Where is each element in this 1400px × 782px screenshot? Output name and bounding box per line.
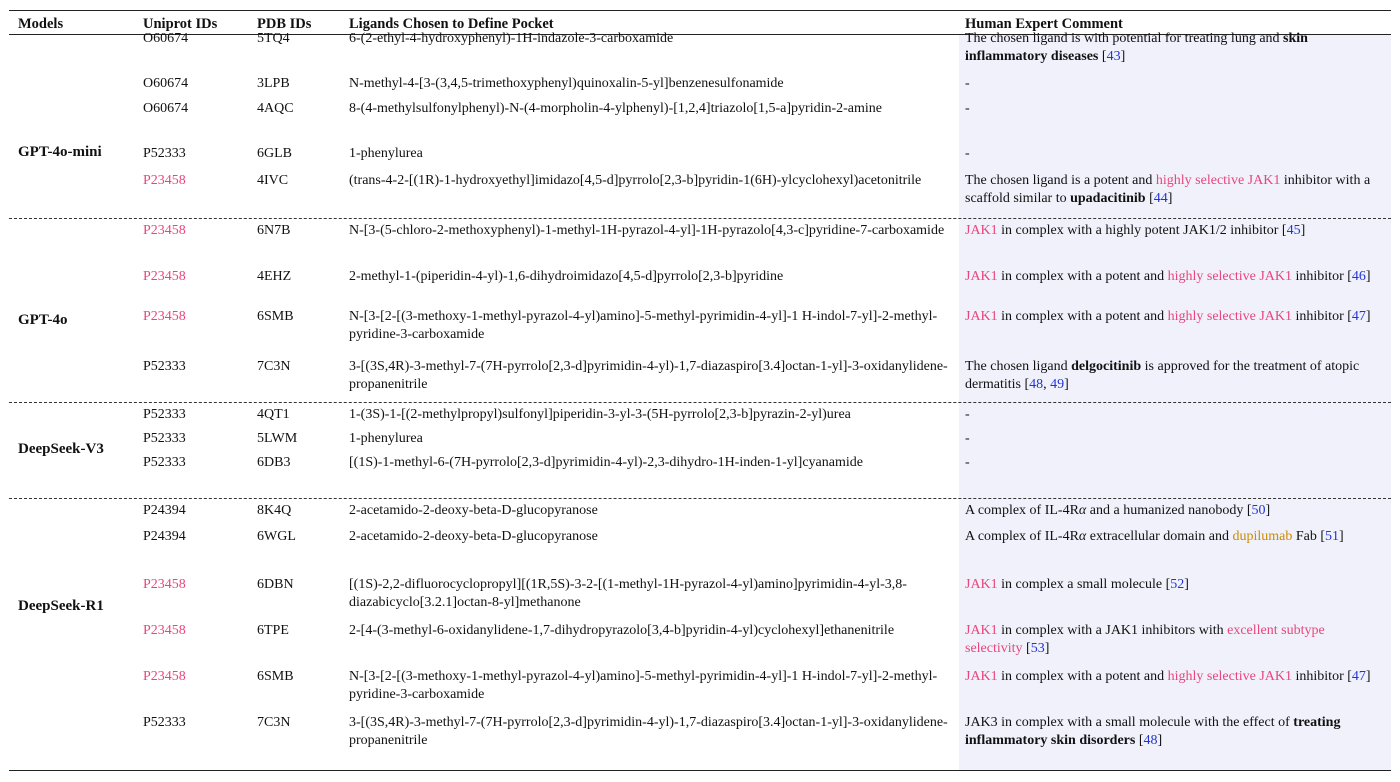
comment-highlight: JAK1	[965, 623, 998, 638]
comment-text: ]	[1184, 577, 1189, 592]
pdb-id: 6SMB	[257, 309, 294, 324]
pdb-id: 6DB3	[257, 455, 291, 470]
comment-text: extracellular domain and	[1086, 529, 1233, 544]
expert-comment	[965, 358, 1385, 394]
ligand-name: 6-(2-ethyl-4-hydroxyphenyl)-1H-indazole-3-carboxamide	[349, 31, 674, 46]
expert-comment	[965, 622, 1385, 658]
model-label: GPT-4o-mini	[18, 144, 102, 160]
expert-comment	[965, 454, 1385, 472]
uniprot-id: P24394	[143, 529, 186, 544]
uniprot-id: P52333	[143, 407, 186, 422]
citation-link[interactable]: 48	[1143, 733, 1158, 748]
header-ligands: Ligands Chosen to Define Pocket	[349, 16, 554, 32]
uniprot-id: P23458	[143, 309, 186, 324]
citation-link[interactable]: 43	[1106, 49, 1121, 64]
expert-comment	[965, 502, 1385, 520]
comment-text: in complex with a potent and	[997, 269, 1168, 284]
comment-text: ,	[1043, 377, 1051, 392]
citation-link[interactable]: 45	[1286, 223, 1301, 238]
comment-text: in complex with a potent and	[997, 309, 1168, 324]
group-separator	[9, 402, 1391, 403]
comment-text: The chosen ligand is a potent and	[965, 173, 1156, 188]
table-top-rule	[9, 10, 1391, 11]
comment-highlight: JAK1	[965, 309, 998, 324]
group-separator	[9, 218, 1391, 219]
expert-comment	[965, 668, 1385, 686]
ligand-name: N-methyl-4-[3-(3,4,5-trimethoxyphenyl)quinoxalin-5-yl]benzenesulfonamide	[349, 76, 784, 91]
comment-text: inhibitor [	[1292, 269, 1352, 284]
header-comment: Human Expert Comment	[965, 16, 1123, 32]
comment-text: and a humanized nanobody [	[1086, 503, 1252, 518]
comment-text: The chosen ligand is with potential for treating lung and	[965, 31, 1284, 46]
uniprot-id: P23458	[143, 577, 186, 592]
comment-emphasis: upadacitinib	[1070, 191, 1146, 206]
expert-comment	[965, 714, 1385, 750]
uniprot-id: P23458	[143, 173, 186, 188]
pdb-id: 6TPE	[257, 623, 289, 638]
pdb-id: 5TQ4	[257, 31, 290, 46]
uniprot-id: O60674	[143, 31, 189, 46]
comment-highlight: highly selective JAK1	[1167, 669, 1293, 684]
comment-text: inhibitor [	[1292, 309, 1352, 324]
uniprot-id: P23458	[143, 669, 186, 684]
comment-text: Fab [	[1292, 529, 1326, 544]
comment-highlight: JAK1	[965, 669, 998, 684]
pdb-id: 3LPB	[257, 76, 290, 91]
expert-comment	[965, 308, 1385, 326]
comment-text: -	[965, 146, 970, 161]
ligand-name: [(1S)-1-methyl-6-(7H-pyrrolo[2,3-d]pyrimidin-4-yl)-2,3-dihydro-1H-inden-1-yl]cyanamide	[349, 455, 863, 470]
expert-comment	[965, 172, 1385, 208]
comment-greek: α	[1078, 503, 1087, 518]
expert-comment	[965, 576, 1385, 594]
ligand-name: 2-acetamido-2-deoxy-beta-D-glucopyranose	[349, 503, 598, 518]
model-label: GPT-4o	[18, 312, 68, 328]
comment-text: JAK3 in complex with a small molecule with the effect of	[965, 715, 1294, 730]
citation-link[interactable]: 47	[1351, 309, 1366, 324]
expert-comment	[965, 145, 1385, 163]
uniprot-id: P24394	[143, 503, 186, 518]
comment-text: ]	[1300, 223, 1306, 238]
comment-text: [	[1098, 49, 1107, 64]
ligand-name: 3-[(3S,4R)-3-methyl-7-(7H-pyrrolo[2,3-d]pyrimidin-4-yl)-1,7-diazaspiro[3.4]octan-1-yl]-3-oxidanylidene-propanenitrile	[349, 359, 948, 392]
pdb-id: 4IVC	[257, 173, 289, 188]
comment-drug-name: dupilumab	[1232, 529, 1293, 544]
pdb-id: 4QT1	[257, 407, 290, 422]
citation-link[interactable]: 49	[1050, 377, 1065, 392]
uniprot-id: P52333	[143, 455, 186, 470]
pdb-id: 7C3N	[257, 359, 291, 374]
pdb-id: 6WGL	[257, 529, 296, 544]
comment-text: -	[965, 431, 970, 446]
comment-text: [	[1145, 191, 1154, 206]
pdb-id: 8K4Q	[257, 503, 292, 518]
comment-text: ]	[1044, 641, 1050, 656]
ligand-name: N-[3-(5-chloro-2-methoxyphenyl)-1-methyl-1H-pyrazol-4-yl]-1H-pyrazolo[4,3-c]pyridine-7-carboxamide	[349, 223, 945, 238]
pdb-id: 6SMB	[257, 669, 294, 684]
comment-greek: α	[1078, 529, 1087, 544]
comment-text: ]	[1339, 529, 1344, 544]
ligand-name: N-[3-[2-[(3-methoxy-1-methyl-pyrazol-4-yl)amino]-5-methyl-pyrimidin-4-yl]-1 H-indol-7-yl]-2-methyl-pyridine-3-carboxamide	[349, 669, 938, 702]
comment-text: ]	[1064, 377, 1069, 392]
comment-highlight: JAK1	[965, 269, 998, 284]
header-models: Models	[18, 16, 64, 32]
comment-highlight: highly selective JAK1	[1155, 173, 1281, 188]
comment-text: ]	[1120, 49, 1126, 64]
comment-emphasis: delgocitinib	[1071, 359, 1142, 374]
pdb-id: 7C3N	[257, 715, 291, 730]
citation-link[interactable]: 48	[1029, 377, 1044, 392]
uniprot-id: P52333	[143, 146, 186, 161]
comment-text: A complex of IL-4R	[965, 503, 1079, 518]
expert-comment	[965, 430, 1385, 448]
comment-text: in complex with a potent and	[997, 669, 1168, 684]
expert-comment	[965, 268, 1385, 286]
comment-emphasis: treating inflammatory skin disorders	[965, 715, 1341, 748]
model-label: DeepSeek-V3	[18, 441, 104, 457]
ligand-name: 2-methyl-1-(piperidin-4-yl)-1,6-dihydroimidazo[4,5-d]pyrrolo[2,3-b]pyridine	[349, 269, 784, 284]
ligand-name: 1-phenylurea	[349, 431, 423, 446]
comment-highlight: JAK1	[965, 577, 998, 592]
pdb-id: 6DBN	[257, 577, 294, 592]
model-label: DeepSeek-R1	[18, 598, 104, 614]
ligand-name: (trans-4-2-[(1R)-1-hydroxyethyl]imidazo[4,5-d]pyrrolo[2,3-b]pyridin-1(6H)-ylcyclohexyl)acetonitrile	[349, 173, 922, 188]
comment-text: ]	[1265, 503, 1271, 518]
ligand-name: 2-[4-(3-methyl-6-oxidanylidene-1,7-dihydropyrazolo[3,4-b]pyridin-4-yl)cyclohexyl]ethanenitrile	[349, 623, 895, 638]
ligand-name: 3-[(3S,4R)-3-methyl-7-(7H-pyrrolo[2,3-d]pyrimidin-4-yl)-1,7-diazaspiro[3.4]octan-1-yl]-3-oxidanylidene-propanenitrile	[349, 715, 948, 748]
pdb-id: 6GLB	[257, 146, 292, 161]
comment-highlight: highly selective JAK1	[1167, 269, 1293, 284]
ligand-name: 8-(4-methylsulfonylphenyl)-N-(4-morpholin-4-ylphenyl)-[1,2,4]triazolo[1,5-a]pyridin-2-amine	[349, 101, 883, 116]
uniprot-id: P23458	[143, 269, 186, 284]
comment-text: A complex of IL-4R	[965, 529, 1079, 544]
ligand-name: [(1S)-2,2-difluorocyclopropyl][(1R,5S)-3-2-[(1-methyl-1H-pyrazol-4-yl)amino]pyrimidin-4-yl-3,8-diazabicyclo[3.2.1]octan-8-yl]methanone	[349, 577, 907, 610]
comment-highlight: JAK1	[965, 223, 998, 238]
citation-link[interactable]: 50	[1251, 503, 1266, 518]
comment-text: in complex a small molecule [	[997, 577, 1171, 592]
expert-comment	[965, 406, 1385, 424]
comment-highlight: highly selective JAK1	[1167, 309, 1293, 324]
ligand-name: 1-(3S)-1-[(2-methylpropyl)sulfonyl]piperidin-3-yl-3-(5H-pyrrolo[2,3-b]pyrazin-2-yl)urea	[349, 407, 851, 422]
pdb-id: 5LWM	[257, 431, 298, 446]
expert-comment	[965, 222, 1385, 240]
comment-text: [	[1022, 641, 1031, 656]
comment-text: inhibitor [	[1292, 669, 1352, 684]
ligand-name: 1-phenylurea	[349, 146, 423, 161]
pdb-id: 4AQC	[257, 101, 294, 116]
comment-text: [	[1135, 733, 1144, 748]
expert-comment	[965, 528, 1385, 546]
uniprot-id: P23458	[143, 623, 186, 638]
pdb-id: 6N7B	[257, 223, 291, 238]
uniprot-id: P23458	[143, 223, 186, 238]
comment-text: is approved for the treatment of atopic dermatitis [	[965, 359, 1360, 392]
citation-link[interactable]: 52	[1170, 577, 1185, 592]
expert-comment	[965, 100, 1385, 118]
pdb-id: 4EHZ	[257, 269, 292, 284]
uniprot-id: P52333	[143, 359, 186, 374]
comment-text: ]	[1365, 269, 1371, 284]
comment-text: ]	[1157, 733, 1163, 748]
citation-link[interactable]: 53	[1030, 641, 1045, 656]
uniprot-id: O60674	[143, 101, 189, 116]
citation-link[interactable]: 51	[1325, 529, 1340, 544]
comment-text: -	[965, 76, 970, 91]
citation-link[interactable]: 47	[1351, 669, 1366, 684]
comment-highlight: excellent subtype selectivity	[965, 623, 1325, 656]
comment-text: -	[965, 455, 970, 470]
citation-link[interactable]: 46	[1351, 269, 1366, 284]
ligand-name: 2-acetamido-2-deoxy-beta-D-glucopyranose	[349, 529, 598, 544]
comment-text: inhibitor with a scaffold similar to	[965, 173, 1371, 206]
header-pdb: PDB IDs	[257, 16, 312, 32]
citation-link[interactable]: 44	[1153, 191, 1168, 206]
comment-text: in complex with a JAK1 inhibitors with	[997, 623, 1228, 638]
uniprot-id: P52333	[143, 431, 186, 446]
group-separator	[9, 498, 1391, 499]
comment-text: in complex with a highly potent JAK1/2 inhibitor [	[997, 223, 1287, 238]
comment-emphasis: skin inflammatory diseases	[965, 31, 1308, 64]
uniprot-id: O60674	[143, 76, 189, 91]
comment-text: ]	[1167, 191, 1173, 206]
ligand-name: N-[3-[2-[(3-methoxy-1-methyl-pyrazol-4-yl)amino]-5-methyl-pyrimidin-4-yl]-1 H-indol-7-yl]-2-methyl-pyridine-3-carboxamide	[349, 309, 938, 342]
expert-comment	[965, 30, 1385, 66]
header-uniprot: Uniprot IDs	[143, 16, 218, 32]
uniprot-id: P52333	[143, 715, 186, 730]
table-bottom-rule	[9, 770, 1391, 771]
expert-comment	[965, 75, 1385, 93]
comment-text: ]	[1365, 309, 1371, 324]
comment-text: The chosen ligand	[965, 359, 1072, 374]
comment-text: -	[965, 407, 970, 422]
comment-text: ]	[1365, 669, 1371, 684]
comment-text: -	[965, 101, 970, 116]
